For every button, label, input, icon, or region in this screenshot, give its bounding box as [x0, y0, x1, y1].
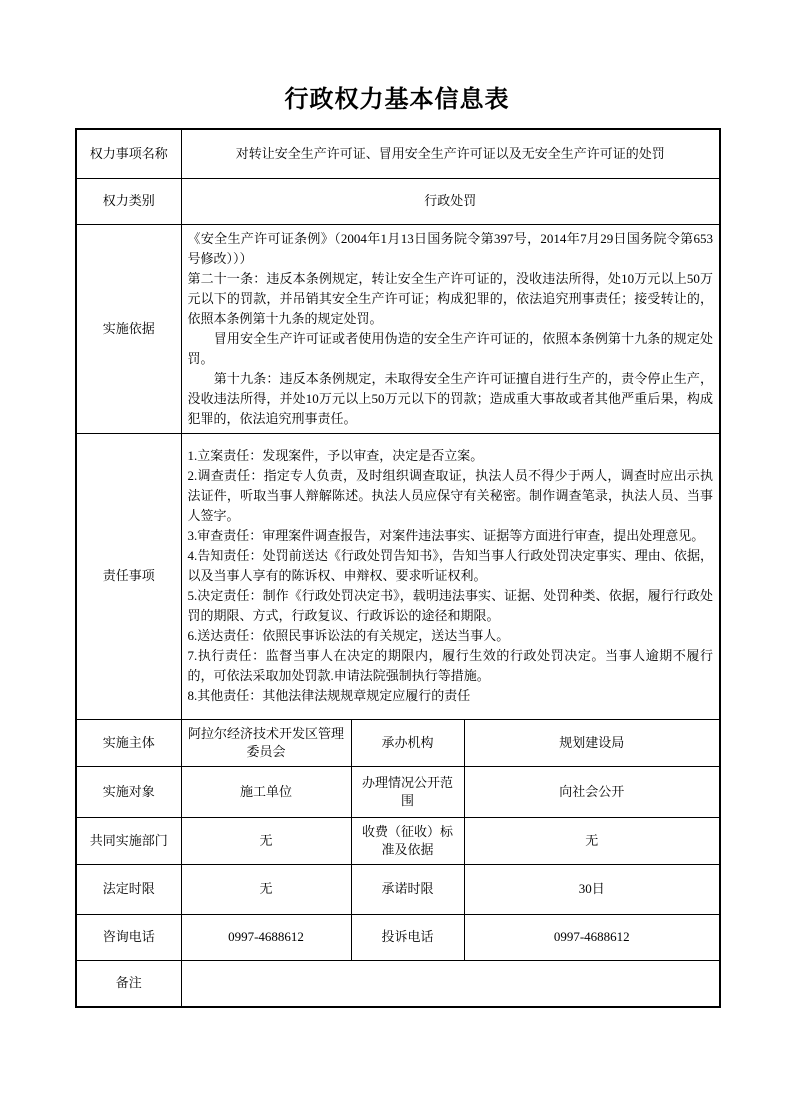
field-value-complaint-phone: 0997-4688612 — [464, 914, 720, 960]
duty-item: 6.送达责任：依照民事诉讼法的有关规定，送达当事人。 — [187, 628, 510, 643]
table-row-target — [76, 766, 720, 817]
table-row-consult-phone — [76, 914, 720, 960]
field-label-implementer: 实施主体 — [76, 719, 181, 766]
table-row-statutory-time-limit — [76, 864, 720, 914]
table-row-implementer — [76, 719, 720, 766]
basis-paragraph: 冒用安全生产许可证或者使用伪造的安全生产许可证的，依照本条例第十九条的规定处罚。 — [187, 330, 714, 366]
table-row-basis — [76, 224, 720, 433]
table-row-remarks — [76, 960, 720, 1007]
table-row-duties — [76, 433, 720, 719]
field-value-power-type: 行政处罚 — [181, 178, 720, 224]
page-title: 行政权力基本信息表 — [284, 87, 510, 113]
field-label-power-type: 权力类别 — [76, 178, 181, 224]
basis-paragraph: 第二十一条：违反本条例规定，转让安全生产许可证的，没收违法所得，处10万元以上50万元以下的罚款，并吊销其安全生产许可证；构成犯罪的，依法追究刑事责任；接受转让的，依照本条例第十九条的规定处罚。 — [187, 270, 714, 326]
field-value-implementer: 阿拉尔经济技术开发区管理委员会 — [181, 719, 351, 766]
field-value-joint-departments: 无 — [181, 817, 351, 864]
field-label-duties: 责任事项 — [76, 433, 181, 719]
field-label-handling-org: 承办机构 — [351, 719, 464, 766]
field-label-power-name: 权力事项名称 — [76, 129, 181, 178]
table-row-joint-departments — [76, 817, 720, 864]
duty-item: 4.告知责任：处罚前送达《行政处罚告知书》，告知当事人行政处罚决定事实、理由、依据，以及当事人享有的陈诉权、申辩权、要求听证权利。 — [187, 548, 714, 583]
field-label-joint-departments: 共同实施部门 — [76, 817, 181, 864]
field-label-complaint-phone: 投诉电话 — [351, 914, 464, 960]
field-label-remarks: 备注 — [76, 960, 181, 1007]
duty-item: 1.立案责任：发现案件，予以审查，决定是否立案。 — [187, 448, 484, 463]
field-label-fee-standard: 收费（征收）标准及依据 — [351, 817, 464, 864]
basis-paragraph: 第十九条：违反本条例规定，未取得安全生产许可证擅自进行生产的，责令停止生产，没收违法所得，并处10万元以上50万元以下的罚款；造成重大事故或者其他严重后果，构成犯罪的，依法追究刑事责任。 — [187, 370, 714, 426]
table-row-power-name — [76, 129, 720, 178]
field-label-disclosure-scope: 办理情况公开范围 — [351, 766, 464, 817]
duty-item: 5.决定责任：制作《行政处罚决定书》，载明违法事实、证据、处罚种类、依据，履行行政处罚的期限、方式，行政复议、行政诉讼的途径和期限。 — [187, 588, 714, 623]
info-table — [75, 128, 721, 1008]
field-value-disclosure-scope: 向社会公开 — [464, 766, 720, 817]
field-value-fee-standard: 无 — [464, 817, 720, 864]
table-row-power-type — [76, 178, 720, 224]
field-value-statutory-time-limit: 无 — [181, 864, 351, 914]
field-value-power-name: 对转让安全生产许可证、冒用安全生产许可证以及无安全生产许可证的处罚 — [181, 129, 720, 178]
field-value-handling-org: 规划建设局 — [464, 719, 720, 766]
field-value-target: 施工单位 — [181, 766, 351, 817]
field-label-target: 实施对象 — [76, 766, 181, 817]
field-label-consult-phone: 咨询电话 — [76, 914, 181, 960]
field-value-consult-phone: 0997-4688612 — [181, 914, 351, 960]
duty-item: 7.执行责任：监督当事人在决定的期限内，履行生效的行政处罚决定。当事人逾期不履行的，可依法采取加处罚款.申请法院强制执行等措施。 — [187, 648, 714, 683]
basis-paragraph: 《安全生产许可证条例》（2004年1月13日国务院令第397号，2014年7月29日国务院令第653号修改））） — [187, 230, 714, 266]
duty-item: 2.调查责任：指定专人负责，及时组织调查取证，执法人员不得少于两人，调查时应出示执法证件，听取当事人辩解陈述。执法人员应保守有关秘密。制作调查笔录，执法人员、当事人签字。 — [187, 468, 714, 523]
field-label-statutory-time-limit: 法定时限 — [76, 864, 181, 914]
field-value-duties — [181, 433, 720, 719]
field-value-promised-time-limit: 30日 — [464, 864, 720, 914]
field-value-basis — [181, 224, 720, 433]
field-label-promised-time-limit: 承诺时限 — [351, 864, 464, 914]
duty-item: 8.其他责任：其他法律法规规章规定应履行的责任 — [187, 688, 471, 703]
duty-item: 3.审查责任：审理案件调查报告，对案件违法事实、证据等方面进行审查，提出处理意见。 — [187, 528, 705, 543]
field-label-basis: 实施依据 — [76, 224, 181, 433]
field-value-remarks — [181, 960, 720, 1007]
